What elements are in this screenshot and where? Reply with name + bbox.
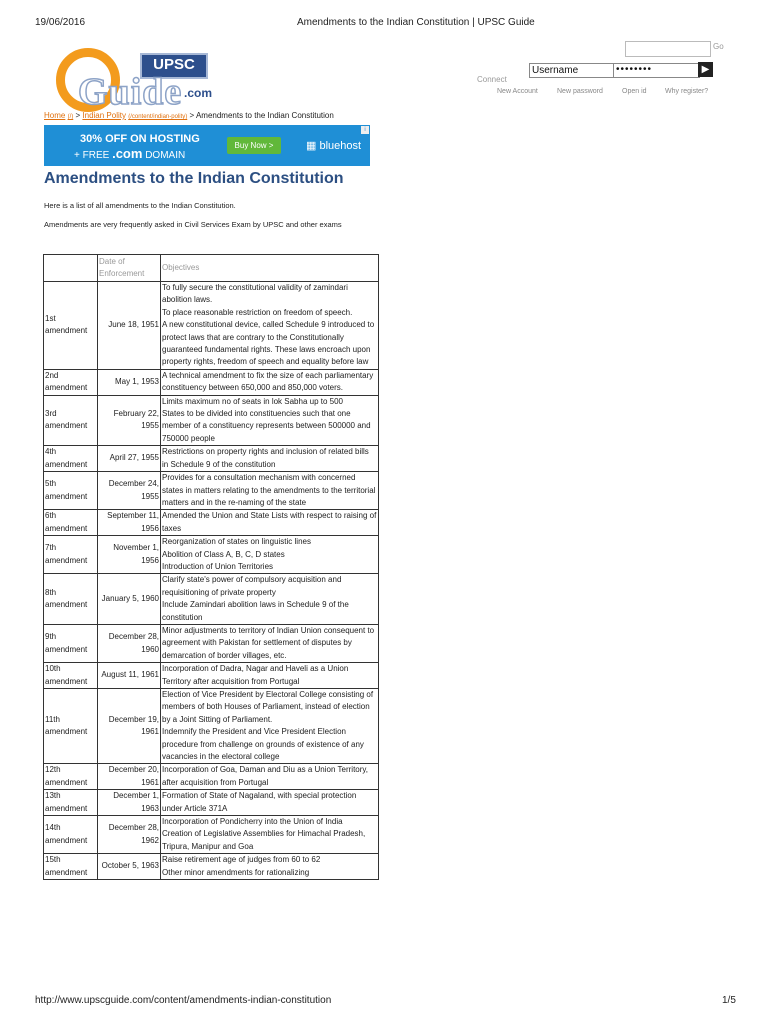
date-cell: December 1, 1963 — [98, 790, 161, 816]
breadcrumb-current: Amendments to the Indian Constitution — [195, 111, 334, 120]
amendment-cell: 14th amendment — [44, 816, 98, 854]
objective-line: A technical amendment to fix the size of each parliamentary constituency between 650,000 and 850,000 voters. — [162, 370, 374, 393]
objective-line: States to be divided into constituencies such that one member of a constituency represents between 500000 and 750000 people — [162, 409, 371, 443]
objectives-cell — [161, 472, 379, 510]
intro-paragraph: Here is a list of all amendments to the Indian Constitution. — [44, 201, 236, 210]
table-row — [44, 790, 379, 816]
date-cell: December 20, 1961 — [98, 764, 161, 790]
amendment-cell: 13th amendment — [44, 790, 98, 816]
objectives-cell — [161, 624, 379, 662]
objective-line: Introduction of Union Territories — [162, 561, 274, 571]
table-row — [44, 369, 379, 395]
objectives-cell — [161, 764, 379, 790]
date-cell: October 5, 1963 — [98, 854, 161, 880]
logo-upsc-badge: UPSC — [140, 53, 208, 79]
amendment-cell: 15th amendment — [44, 854, 98, 880]
print-footer-url: http://www.upscguide.com/content/amendments-indian-constitution — [35, 995, 332, 1006]
grid-icon: ▦ — [306, 140, 317, 152]
objective-line: Restrictions on property rights and inclusion of related bills in Schedule 9 of the constitution — [162, 447, 369, 469]
breadcrumb-home-link[interactable]: Home — [44, 111, 66, 120]
objective-line: To fully secure the constitutional validity of zamindari abolition laws. — [162, 283, 348, 305]
date-cell: January 5, 1960 — [98, 574, 161, 625]
table-row — [44, 536, 379, 574]
ad-com-text: .com — [112, 146, 143, 161]
table-row — [44, 395, 379, 446]
new-password-link[interactable]: New password — [557, 88, 603, 95]
breadcrumb-home-url[interactable]: (/) — [67, 114, 74, 120]
table-row — [44, 854, 379, 880]
objectives-cell — [161, 510, 379, 536]
amendment-cell: 12th amendment — [44, 764, 98, 790]
objective-line: Incorporation of Dadra, Nagar and Haveli as a Union Territory after acquisition from Portugal — [162, 664, 349, 686]
table-row — [44, 510, 379, 536]
print-page-number: 1/5 — [722, 995, 736, 1006]
objectives-cell — [161, 689, 379, 764]
date-cell: September 11, 1956 — [98, 510, 161, 536]
table-row — [44, 663, 379, 689]
objective-line: Raise retirement age of judges from 60 to 62 — [162, 855, 321, 865]
date-cell: November 1, 1956 — [98, 536, 161, 574]
table-row — [44, 574, 379, 625]
site-logo[interactable] — [56, 48, 216, 116]
ad-brand-logo — [306, 139, 361, 152]
breadcrumb — [44, 111, 334, 120]
login-submit-button[interactable] — [698, 62, 713, 77]
table-header-cell — [44, 255, 98, 282]
ad-buy-now-button[interactable]: Buy Now > — [227, 137, 281, 154]
search-go-button[interactable]: Go — [713, 42, 724, 51]
ad-brand-text: bluehost — [319, 140, 362, 152]
objectives-cell — [161, 574, 379, 625]
date-cell: December 19, 1961 — [98, 689, 161, 764]
amendment-cell: 4th amendment — [44, 446, 98, 472]
table-row — [44, 624, 379, 662]
date-cell: August 11, 1961 — [98, 663, 161, 689]
date-cell: December 28, 1962 — [98, 816, 161, 854]
objective-line: A new constitutional device, called Schedule 9 introduced to protect laws that are contrary to the Constitutionally guaranteed fundamental rights. These laws encroach upon property rights, freedom of speech and equality before law — [162, 320, 375, 367]
breadcrumb-separator: > — [189, 111, 195, 120]
breadcrumb-polity-link[interactable]: Indian Polity — [82, 111, 126, 120]
amendment-cell: 2nd amendment — [44, 369, 98, 395]
table-header-cell: Objectives — [161, 255, 379, 282]
table-row — [44, 764, 379, 790]
objective-line: Other minor amendments for rationalizing — [162, 867, 310, 877]
new-account-link[interactable]: New Account — [497, 88, 538, 95]
objective-line: Limits maximum no of seats in lok Sabha up to 500 — [162, 396, 343, 406]
table-row — [44, 689, 379, 764]
amendment-cell: 1st amendment — [44, 282, 98, 370]
ad-info-icon[interactable]: i — [361, 126, 369, 134]
amendment-cell: 9th amendment — [44, 624, 98, 662]
amendment-cell: 3rd amendment — [44, 395, 98, 446]
objectives-cell — [161, 790, 379, 816]
amendment-cell: 11th amendment — [44, 689, 98, 764]
amendment-cell: 5th amendment — [44, 472, 98, 510]
ad-free-text: + FREE — [74, 150, 110, 161]
breadcrumb-polity-url[interactable]: (/content/indian-polity) — [128, 114, 188, 120]
objective-line: Election of Vice President by Electoral College consisting of members of both Houses of Parliament, instead of election by a Joint Sitting of Parliament. — [162, 690, 374, 724]
search-input[interactable] — [625, 41, 711, 57]
objectives-cell — [161, 282, 379, 370]
objective-line: Provides for a consultation mechanism with concerned states in matters relating to the amendments to the territorial matters and in the re-naming of the state — [162, 473, 376, 507]
objective-line: Include Zamindari abolition laws in Schedule 9 of the constitution — [162, 600, 349, 622]
objective-line: Incorporation of Goa, Daman and Diu as a Union Territory, after acquisition from Portugal — [162, 765, 369, 787]
date-cell: May 1, 1953 — [98, 369, 161, 395]
date-cell: December 24, 1955 — [98, 472, 161, 510]
objective-line: Clarify state's power of compulsory acquisition and requisitioning of private property — [162, 575, 342, 597]
objectives-cell — [161, 395, 379, 446]
ad-headline: 30% OFF ON HOSTING — [80, 133, 200, 145]
logo-com-text: .com — [184, 86, 213, 100]
why-register-link[interactable]: Why register? — [665, 88, 709, 95]
objectives-cell — [161, 663, 379, 689]
objective-line: Minor adjustments to territory of Indian Union consequent to agreement with Pakistan for settlement of disputes by demarcation of border villages, etc. — [162, 625, 375, 660]
connect-link[interactable]: Connect — [477, 75, 507, 84]
amendment-cell: 10th amendment — [44, 663, 98, 689]
objective-line: To place reasonable restriction on freedom of speech. — [162, 307, 353, 317]
breadcrumb-separator: > — [75, 111, 81, 120]
amendments-table — [43, 254, 379, 880]
date-cell: April 27, 1955 — [98, 446, 161, 472]
objective-line: Creation of Legislative Assemblies for Himachal Pradesh, Tripura, Manipur and Goa — [162, 829, 366, 851]
username-field[interactable]: Username — [529, 63, 617, 78]
hosting-ad-banner[interactable] — [44, 125, 370, 166]
table-row — [44, 472, 379, 510]
arrow-right-icon: ▶ — [701, 64, 710, 75]
objectives-cell — [161, 369, 379, 395]
objective-line: Reorganization of states on linguistic lines — [162, 537, 311, 547]
logo-guide-text: Guide — [78, 71, 183, 113]
password-field[interactable]: •••••••• — [613, 63, 700, 78]
objective-line: Incorporation of Pondicherry into the Union of India — [162, 817, 343, 827]
objectives-cell — [161, 854, 379, 880]
objectives-cell — [161, 536, 379, 574]
print-date: 19/06/2016 — [35, 17, 86, 28]
page-title: Amendments to the Indian Constitution — [44, 170, 344, 187]
amendment-cell: 6th amendment — [44, 510, 98, 536]
date-cell: February 22, 1955 — [98, 395, 161, 446]
intro-paragraph: Amendments are very frequently asked in Civil Services Exam by UPSC and other exams — [44, 220, 342, 229]
objective-line: Amended the Union and State Lists with respect to raising of taxes — [162, 511, 377, 533]
ad-subline — [74, 146, 185, 161]
table-row — [44, 816, 379, 854]
objectives-cell — [161, 816, 379, 854]
open-id-link[interactable]: Open id — [622, 88, 647, 95]
print-title: Amendments to the Indian Constitution | UPSC Guide — [297, 17, 535, 28]
table-row — [44, 282, 379, 370]
objective-line: Indemnify the President and Vice President Election procedure from challenge on grounds of existence of any vacancies in the electoral college — [162, 727, 364, 762]
table-header-row — [44, 255, 379, 282]
objectives-cell — [161, 446, 379, 472]
date-cell: June 18, 1951 — [98, 282, 161, 370]
amendment-cell: 8th amendment — [44, 574, 98, 625]
objective-line: Formation of State of Nagaland, with special protection under Article 371A — [162, 791, 357, 813]
objective-line: Abolition of Class A, B, C, D states — [162, 549, 285, 559]
date-cell: December 28, 1960 — [98, 624, 161, 662]
table-header-cell: Date of Enforcement — [98, 255, 161, 282]
amendment-cell: 7th amendment — [44, 536, 98, 574]
ad-domain-text: DOMAIN — [145, 150, 186, 161]
table-row — [44, 446, 379, 472]
